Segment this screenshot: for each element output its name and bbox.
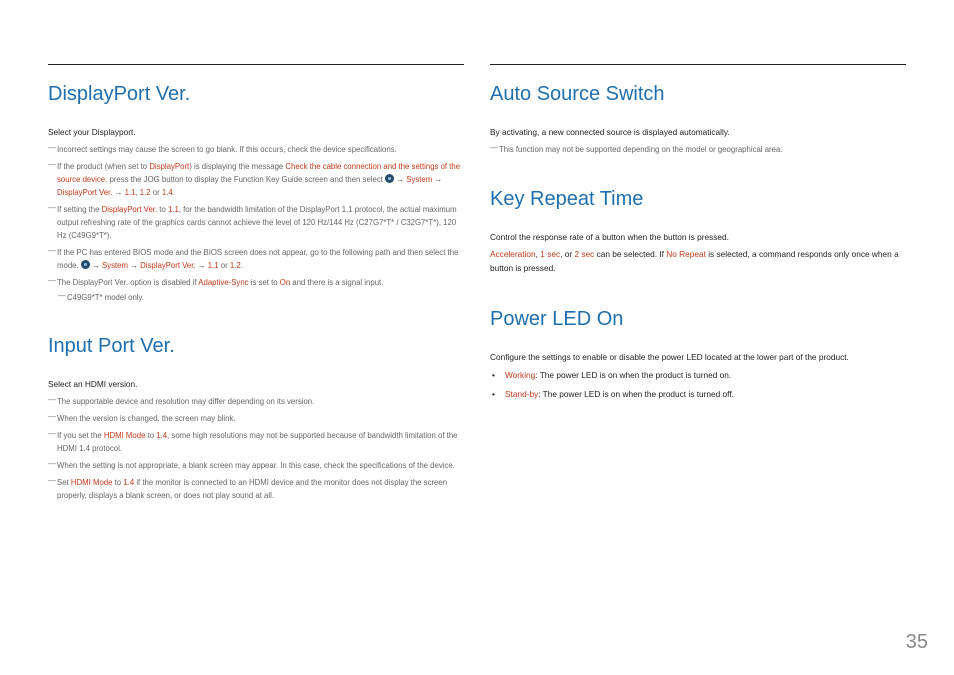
autosource-note-1: ― This function may not be supported depending on the model or geographical area.	[490, 143, 783, 154]
displayport-note-2: ― If the product (when set to DisplayPort) is displaying the message Check the cable connection and the settings of the source device. press the JOG button to display the Function Key Guide screen and then select → System → DisplayPort Ver. → 1.1, 1.2 or 1.4.	[48, 160, 461, 197]
inputport-note-3: ― If you set the HDMI Mode to 1.4, some high resolutions may not be supported because of bandwidth limitation of the HDMI 1.4 protocol.	[48, 429, 458, 453]
displayport-note-3: ― If setting the DisplayPort Ver. to 1.1, for the bandwidth limitation of the DisplayPort 1.1 protocol, the actual maximum output refreshing rate of the graphics cards cannot achieve the level of 120 Hz/144 Hz (C27G7*T* / C32G7*T*), 120 Hz (C49G9*T*).	[48, 203, 457, 240]
top-rule-left	[48, 64, 464, 65]
list-item: • Stand-by: The power LED is on when the product is turned off.	[492, 389, 734, 399]
keyrepeat-intro: Control the response rate of a button when the button is pressed.	[490, 232, 729, 242]
inputport-note-4: ― When the setting is not appropriate, a blank screen may appear. In this case, check the specifications of the device.	[48, 459, 455, 470]
section-title-displayport-ver: DisplayPort Ver.	[48, 83, 191, 105]
autosource-intro: By activating, a new connected source is displayed automatically.	[490, 127, 730, 137]
jog-icon	[81, 260, 90, 269]
displayport-subnote: ― C49G9*T* model only.	[58, 291, 144, 302]
inputport-intro: Select an HDMI version.	[48, 379, 138, 389]
section-title-input-port-ver: Input Port Ver.	[48, 335, 175, 357]
inputport-note-5: ― Set HDMI Mode to 1.4 if the monitor is connected to an HDMI device and the monitor does not display the screen properly, displays a blank screen, or does not play sound at all.	[48, 476, 448, 500]
section-power-led-on	[490, 307, 906, 407]
page-number: 35	[905, 631, 928, 653]
displayport-intro: Select your Displayport.	[48, 127, 136, 137]
inputport-note-2: ― When the version is changed, the screen may blink.	[48, 412, 236, 423]
top-rule-right	[490, 64, 906, 65]
section-displayport-ver	[48, 82, 464, 304]
keyrepeat-options: Acceleration, 1 sec, or 2 sec can be selected. If No Repeat is selected, a command responds only once when a button is pressed.	[490, 249, 899, 273]
section-title-key-repeat-time: Key Repeat Time	[490, 188, 644, 210]
powerled-options-list	[490, 369, 906, 400]
section-title-auto-source-switch: Auto Source Switch	[490, 83, 665, 105]
jog-icon	[385, 174, 394, 183]
inputport-note-1: ― The supportable device and resolution may differ depending on its version.	[48, 395, 315, 406]
section-auto-source-switch	[490, 82, 906, 156]
section-input-port-ver	[48, 334, 464, 502]
displayport-note-4: ― If the PC has entered BIOS mode and the BIOS screen does not appear, go to the following path and then select the mode. → System → DisplayPort Ver. → 1.1 or 1.2.	[48, 246, 459, 270]
displayport-note-1: ― Incorrect settings may cause the screen to go blank. If this occurs, check the device specifications.	[48, 143, 397, 154]
list-item: • Working: The power LED is on when the product is turned on.	[492, 370, 732, 380]
section-key-repeat-time	[490, 187, 906, 275]
powerled-intro: Configure the settings to enable or disable the power LED located at the lower part of the product.	[490, 352, 849, 362]
section-title-power-led-on: Power LED On	[490, 308, 624, 330]
displayport-note-5: ― The DisplayPort Ver. option is disabled if Adaptive-Sync is set to On and there is a signal input.	[48, 276, 384, 287]
